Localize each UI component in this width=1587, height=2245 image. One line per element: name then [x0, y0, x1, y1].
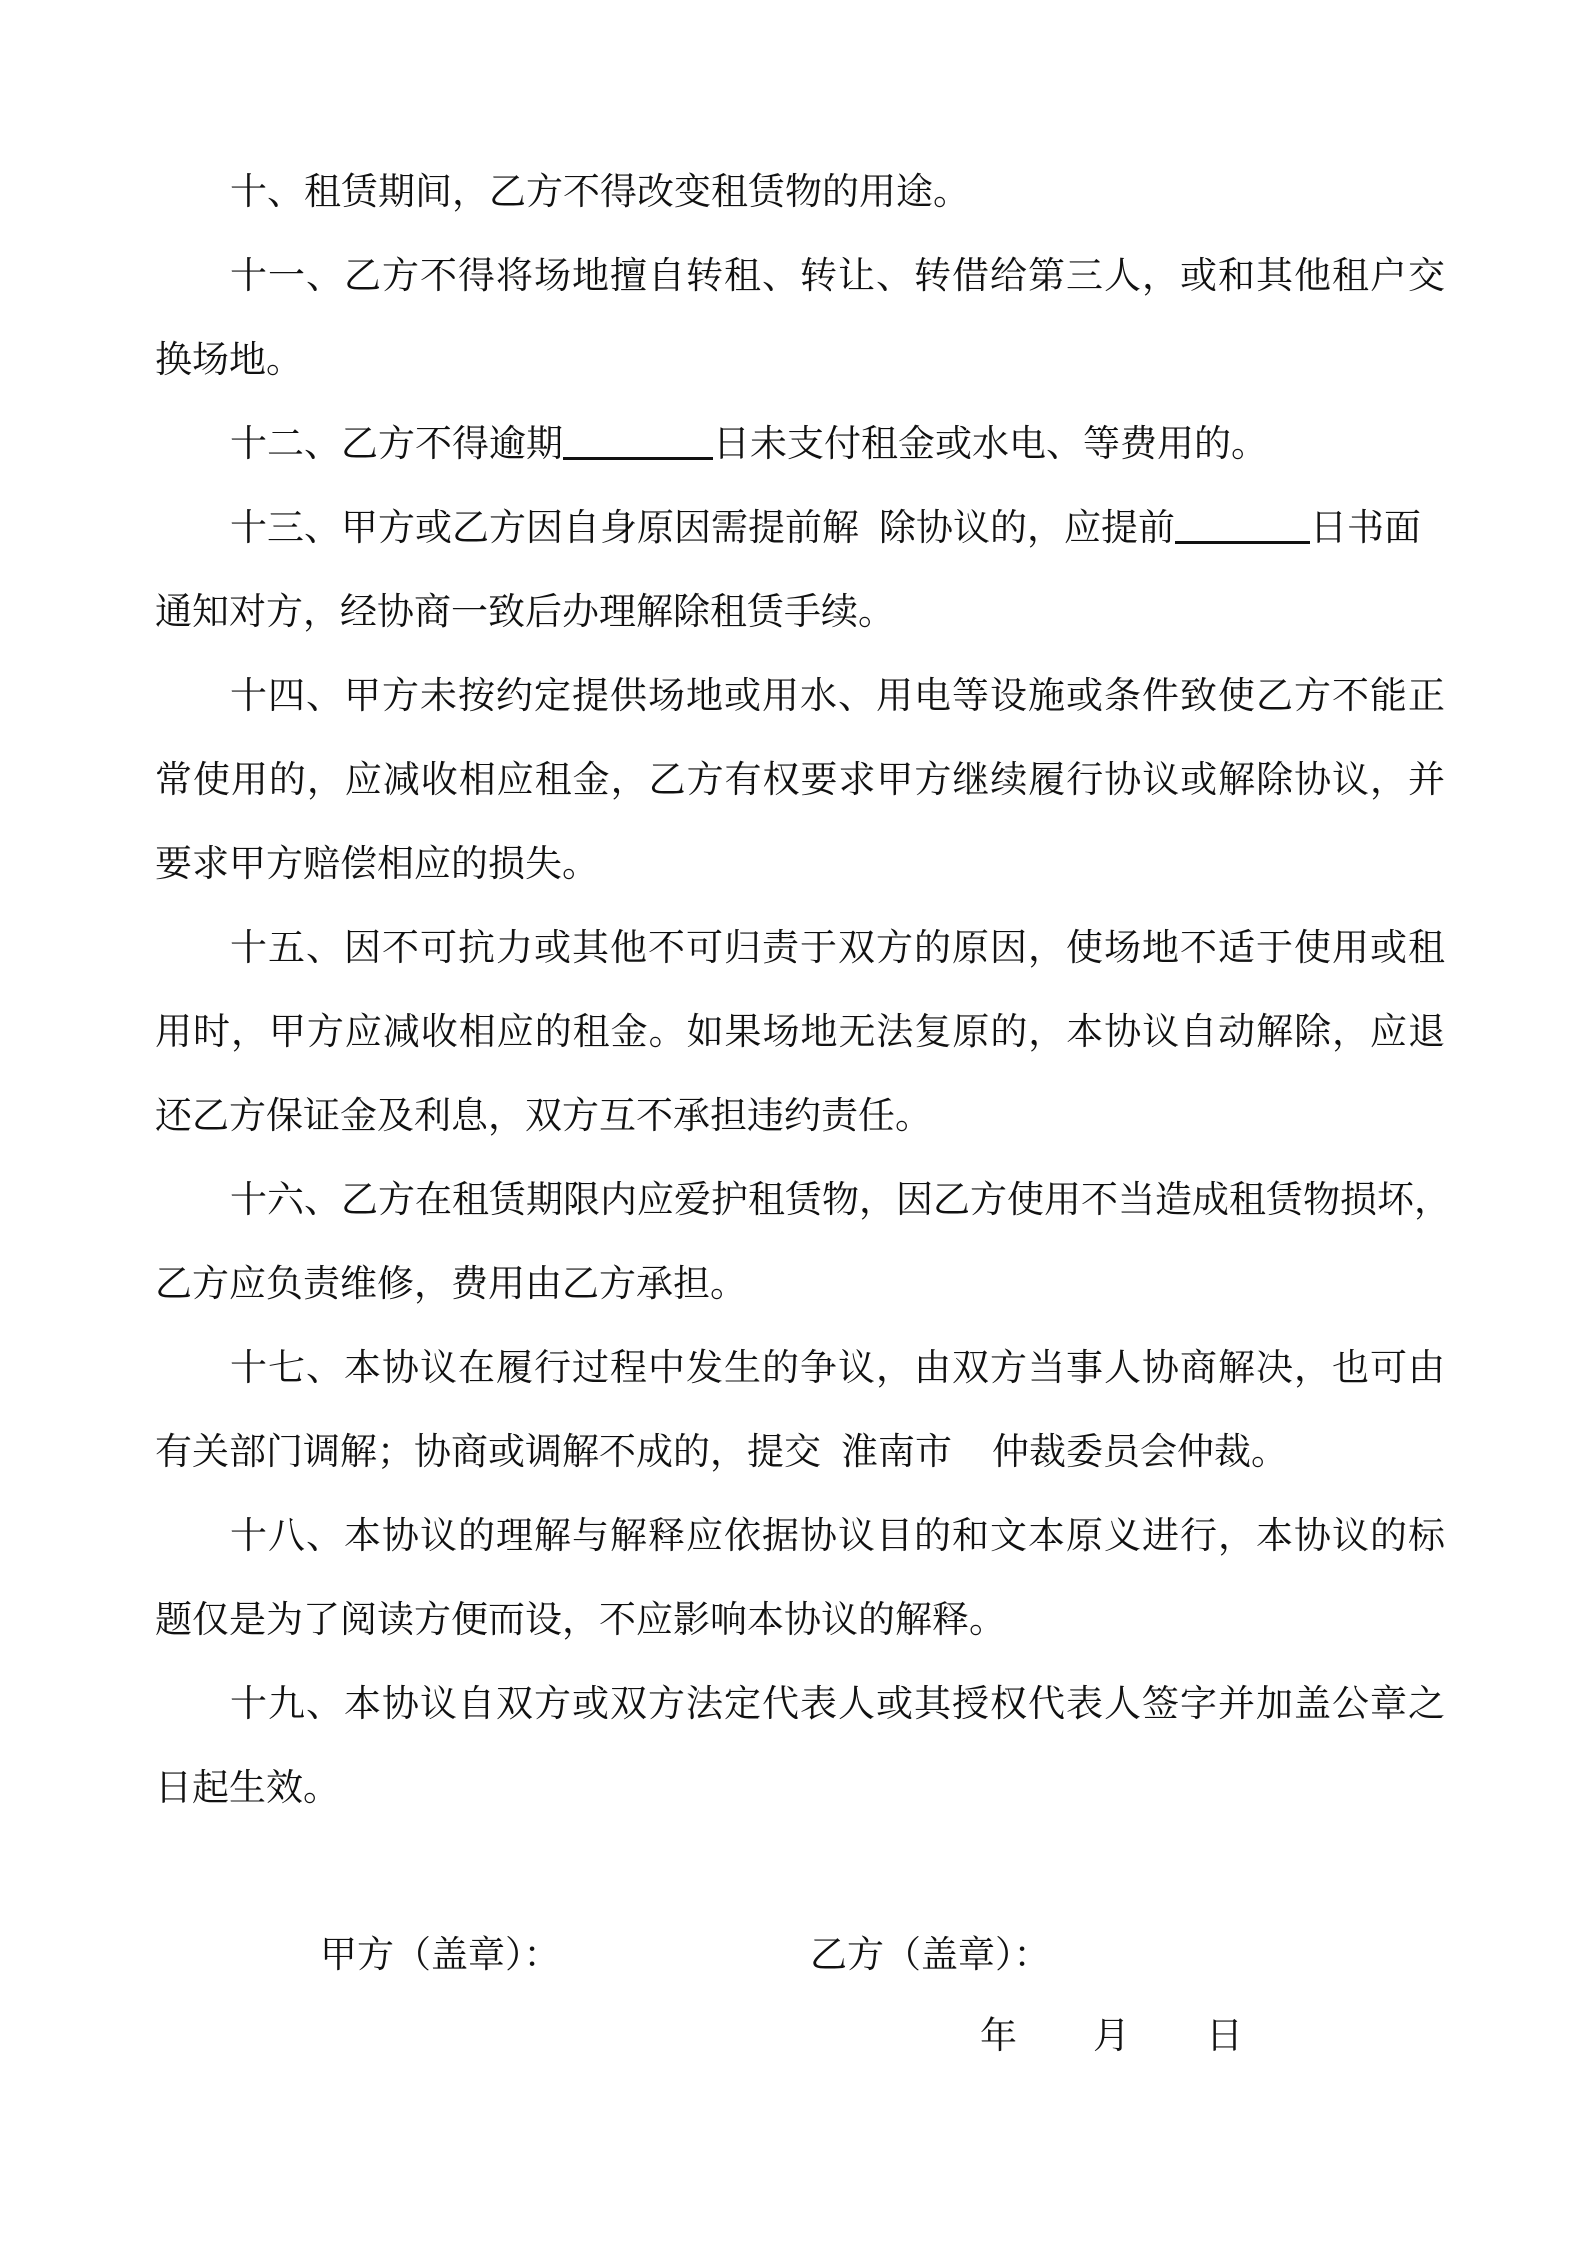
date-year-label: 年: [980, 2014, 1017, 2057]
clause-11-line-1: 十一、乙方不得将场地擅自转租、转让、转借给第三人，或和其他租户交: [230, 254, 1445, 297]
clause-19-line-1: 十九、本协议自双方或双方法定代表人或其授权代表人签字并加盖公章之: [230, 1682, 1445, 1725]
clause-15-line-2: 用时，甲方应减收相应的租金。如果场地无法复原的，本协议自动解除，应退: [155, 1010, 1445, 1053]
clause-14-line-2: 常使用的，应减收相应租金，乙方有权要求甲方继续履行协议或解除协议，并: [155, 758, 1445, 801]
party-b-seal-label: 乙方（盖章）：: [810, 1933, 1051, 1976]
clause-18-line-1: 十八、本协议的理解与解释应依据协议目的和文本原义进行，本协议的标: [230, 1514, 1445, 1557]
clause-13-text-b: 除协议的，应提前: [879, 506, 1175, 549]
clause-13-line-1: [230, 498, 1445, 558]
clause-12-text-a: 十二、乙方不得逾期: [230, 422, 563, 465]
date-month-label: 月: [1093, 2014, 1130, 2057]
party-a-seal-label: 甲方（盖章）：: [320, 1933, 561, 1976]
clause-13-line-2: 通知对方，经协商一致后办理解除租赁手续。: [155, 590, 895, 633]
clause-12-text-b: 日未支付租金或水电、等费用的。: [713, 422, 1268, 465]
clause-16-line-1: 十六、乙方在租赁期限内应爱护租赁物，因乙方使用不当造成租赁物损坏，: [230, 1178, 1451, 1221]
clause-17-text-a: 有关部门调解；协商或调解不成的，提交: [155, 1430, 821, 1473]
date-day-label: 日: [1206, 2014, 1243, 2057]
clause-10-line-1: 十、租赁期间，乙方不得改变租赁物的用途。: [230, 170, 970, 213]
days-blank-1: [563, 419, 713, 460]
clause-18-line-2: 题仅是为了阅读方便而设，不应影响本协议的解释。: [155, 1598, 1006, 1641]
days-blank-2: [1175, 503, 1310, 544]
clause-13-text-a: 十三、甲方或乙方因自身原因需提前解: [230, 506, 859, 549]
clause-19-line-2: 日起生效。: [155, 1766, 340, 1809]
clause-14-line-1: 十四、甲方未按约定提供场地或用水、用电等设施或条件致使乙方不能正: [230, 674, 1445, 717]
clause-17-text-c: 仲裁委员会仲裁。: [992, 1430, 1288, 1473]
clause-17-line-1: 十七、本协议在履行过程中发生的争议，由双方当事人协商解决，也可由: [230, 1346, 1445, 1389]
clause-17-line-2: [155, 1422, 1445, 1482]
clause-14-line-3: 要求甲方赔偿相应的损失。: [155, 842, 599, 885]
clause-16-line-2: 乙方应负责维修，费用由乙方承担。: [155, 1262, 747, 1305]
clause-11-line-2: 换场地。: [155, 338, 303, 381]
arbitration-city: 淮南市: [841, 1430, 952, 1473]
clause-15-line-3: 还乙方保证金及利息，双方互不承担违约责任。: [155, 1094, 932, 1137]
clause-12-line-1: [230, 414, 1445, 474]
clause-13-text-c: 日书面: [1310, 506, 1421, 549]
clause-15-line-1: 十五、因不可抗力或其他不可归责于双方的原因，使场地不适于使用或租: [230, 926, 1445, 969]
